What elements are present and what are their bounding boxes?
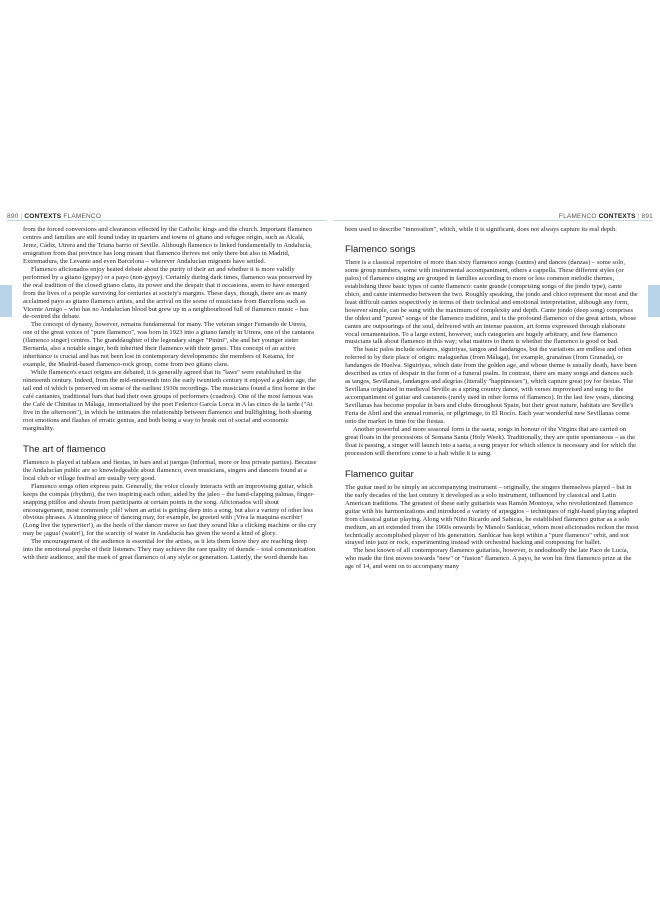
body-paragraph: The concept of dynasty, however, remains fundamental for many. The veteran singer Fernando de Utrera, one of the great voices of "pure flamenco", was born in 1923 into a gitano family in Utrera, one of the cantaora (flamenco singer) centres. The granddaughter of the legendary singer "Pinini", she and her younger sister Bernarda, also a notable singer, both inherited their flamenco with their genes. This concept of an active inheritance is crucial and has not been lost in contemporary developments: the members of Ketama, for example, the Madrid-based flamenco-rock group, come from two gitano clans. xyxy=(23,321,314,369)
body-paragraph: Flamenco songs often express pain. Generally, the voice closely interacts with an improvising guitar, which keeps the compás (rhythm), the two inspiring each other, aided by the jaleo – the hand-clapping palmas, finger-snapping pitillos and shouts from participants at certain points in the song. Aficionados will shout encouragement, most commonly ¡olé! when an artist is getting deep into a song, but also a variety of other less obvious phrases. A stunning piece of dancing may, for example, be greeted with ¡Viva la maquina escribir! (Long live the typewriter!), as the heels of the dancer move so fast they sound like a clicking machine or the cry may be ¡agua! (water!), for the scarcity of water in Andalucía has given the word a kind of glory. xyxy=(23,482,317,538)
right-header-rule xyxy=(333,220,653,221)
right-topic: FLAMENCO xyxy=(558,213,597,220)
body-paragraph: The guitar used to be simply an accompanying instrument – originally, the singers themselves played – but in the early decades of the last century it developed as a solo instrument, influenced by classical and Latin American traditions. The greatest of these early guitarists was Ramón Montoya, who revolutionized flamenco guitar with his harmonizations and introduced a variety of arpeggios – techniques of right-hand playing adapted from classical guitar playing. Along with Niño Ricardo and Sabicas, he established flamenco guitar as a solo medium, an art extended from the 1960s onwards by Manolo Sanlúcar, whom most aficionados reckon the most technically accomplished player of his generation. Sanlúcar has kept within a "pure flamenco" orbit, and not strayed into jazz or rock, experimenting instead with orchestral backing and composing for ballet. xyxy=(345,483,639,547)
body-paragraph: While flamenco's exact origins are debated, it is generally agreed that its "laws" were established in the nineteenth century. Indeed, from the mid-nineteenth into the early twentieth century it enjoyed a golden age, the tail end of which is preserved on some of the earliest 1930s recordings. The musicians found a first home in the café cantantes, traditional bars that had their own groups of performers (cuadros). One of the most famous was the Café de Chinitas in Málaga, immortalized by the poet Federico García Lorca in A las cinco de la tarde ("At five in the afternoon"), in which he intimates the relationship between flamenco and bullfighting, both sharing root emotions and flashes of erratic genius, and both being a way to break out of social and economic marginality. xyxy=(23,369,317,432)
left-page-column xyxy=(23,226,317,562)
body-paragraph: Flamenco is played at tablaos and fiestas, in bars and at juergas (informal, more or less private parties). Because the Andalucían public are so knowledgeable about flamenco, even musicians, singers and dancers found at a local club or village festival are usually very good. xyxy=(23,458,317,482)
left-header-rule xyxy=(7,220,327,221)
left-running-header: 890 | CONTEXTS FLAMENCO xyxy=(7,213,102,220)
body-paragraph: The best known of all contemporary flamenco guitarists, however, is undoubtedly the late Paco de Lucía, who made the first moves towards "new" or "fusion" flamenco. A payo, he won his first flamenco prize at the age of 14, and went on to accompany many xyxy=(345,547,632,571)
section-heading-flamenco-songs: Flamenco songs xyxy=(345,243,416,255)
right-section-title: CONTEXTS xyxy=(598,213,636,220)
section-heading-flamenco-guitar: Flamenco guitar xyxy=(345,468,414,480)
body-paragraph: The encouragement of the audience is essential for the artists, as it lets them know they are reaching deep into the emotional psyche of their listeners. They may achieve the rare quality of duende – total communication with their audience, and the mark of great flamenco of any style or generation. Latterly, the word duende has xyxy=(23,538,316,562)
right-running-header: FLAMENCO CONTEXTS | 891 xyxy=(558,213,653,220)
body-paragraph: Flamenco aficionados enjoy heated debate about the purity of their art and whether it is more validly performed by a gitano (gypsy) or a payo (non-gypsy). Certainly during dark times, flamenco was preserved by the oral tradition of the closed gitano clans, its power and the despair that it occasions, seem to have emerged from the lives of a people surviving for centuries at society's margins. These days, though, there are as many acclaimed payo as gitano flamenco artists, and the arrival on the scene of musicians from Barcelona such as Vicente Amigo – who has no Andalucían blood but grew up in a neighbourhood full of flamenco music – has de-centred the debate. xyxy=(23,265,313,321)
left-topic: FLAMENCO xyxy=(63,213,102,220)
body-paragraph: There is a classical repertoire of more than sixty flamenco songs (cantes) and dances (danzas) – some solo, some group numbers, some with instrumental accompaniment, others a cappella. These different styles (or palos) of flamenco singing are grouped in families according to more or less common melodic themes, establishing three basic types of cante flamenco: cante grande (comprising songs of the jondo type), cante chico, and cante intermedio between the two. Roughly speaking, the jondo and chico represent the most and the least difficult cantes respectively in terms of their technical and emotional interpretation, although any form, however simple, can be sung with the maximum of complexity and depth. Cante jondo (deep song) comprises the oldest and "purest" songs of the flamenco tradition, and is the profound flamenco of the great artists, whose cantes are outpourings of the soul, delivered with an intense passion, art forms expressed through elaborate vocal ornamentation. To a large extent, however, such categories are hugely arbitrary, and few flamenco musicians talk about flamenco in this way; what matters to them is whether the flamenco is good or bad. xyxy=(345,258,638,346)
left-section-title: CONTEXTS xyxy=(24,213,62,220)
body-paragraph: Another powerful and more seasonal form is the saeta, songs in honour of the Virgins that are carried on great floats in the processions of Semana Santa (Holy Week). Traditionally, they are quite spontaneous – as the float is passing, a singer will launch into a saeta, a sung prayer for which silence is necessary and for which the procession will therefore come to a halt while it is sung. xyxy=(345,425,637,457)
right-page-column xyxy=(345,226,639,571)
body-paragraph: from the forced conversions and clearances effected by the Catholic kings and the church. Important flamenco centres and families are still found today in quarters and towns of gitano and refugee origin, such as Alcalá, Jerez, Cádiz, Utrera and the Triana barrio of Seville. Although flamenco is linked fundamentally to Andalucía, emigration from that province has long meant that flamenco thrives not only there but also in Madrid, Extremadura, the Levante and even Barcelona – wherever Andalucían migrants have settled. xyxy=(23,226,312,265)
left-edge-tab xyxy=(0,285,12,317)
right-page-number: 891 xyxy=(641,213,653,220)
body-paragraph: been used to describe "innovation", which, while it is significant, does not always capture its real depth. xyxy=(345,226,617,233)
section-heading-art-of-flamenco: The art of flamenco xyxy=(23,443,106,455)
left-page-number: 890 xyxy=(7,213,19,220)
right-edge-tab xyxy=(648,285,660,317)
body-paragraph: The basic palos include soleares, siguiriyas, tangos and fandangos, but the variations are endless and often referred to by their place of origin: malagueñas (from Málaga), for example, granaínas (from Granada), or fandangos de Huelva. Siguiriyas, which date from the golden age, and whose theme is usually death, have been described as cries of despair in the form of a funeral psalm. In contrast, there are many songs and dances such as tangos, Sevillanas, fandangos and alegrías (literally "happinesses"), which capture great joy for fiestas. The Sevillana originated in medieval Seville as a spring country dance, with verses improvised and sung to the accompaniment of guitar and castanets (rarely used in other forms of flamenco). In the last few years, dancing Sevillanas has become popular in bars and clubs throughout Spain, but their great nature, habitats are Seville's Feria de Abril and the annual romería, or pilgrimage, to El Rocío. Each year wonderful new Sevillanas come onto the market in time for the fiestas. xyxy=(345,346,637,426)
